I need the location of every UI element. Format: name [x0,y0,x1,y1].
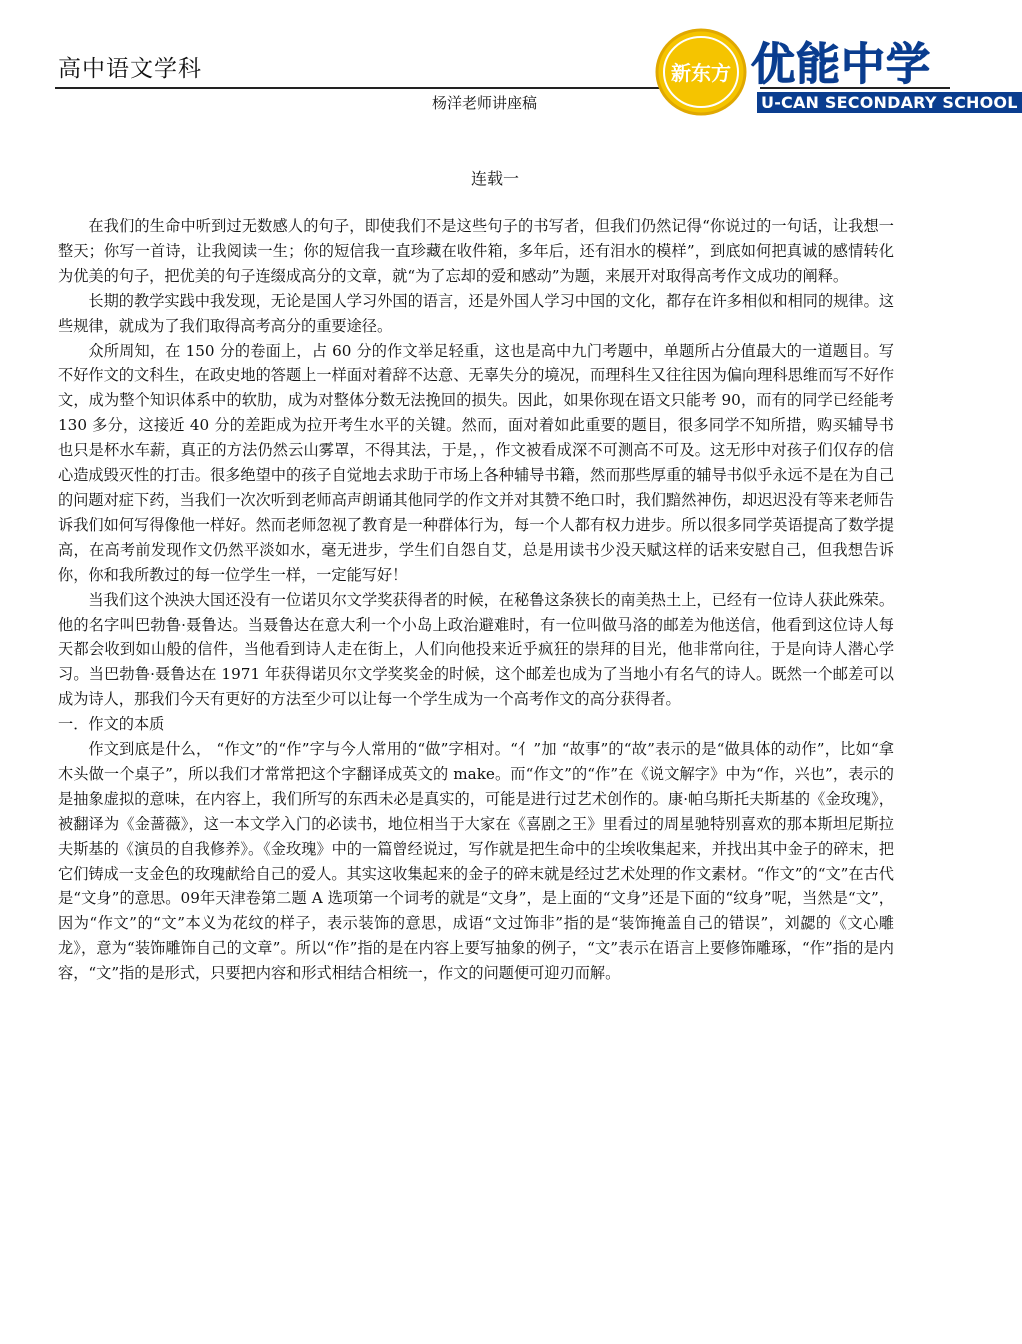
subject-title: 高中语文学科 [58,56,202,82]
logo-chinese-name: 优能中学 [751,39,931,90]
lecture-subtitle: 杨洋老师讲座稿 [432,94,538,112]
logo-english-name: U-CAN SECONDARY SCHOOL [757,92,1022,113]
section-heading: 一．作文的本质 [58,715,165,734]
ucan-logo [655,26,1018,124]
paragraph: 当我们这个泱泱大国还没有一位诺贝尔文学奖获得者的时候，在秘鲁这条狭长的南美热土上，已经有一位诗人获此殊荣。他的名字叫巴勃鲁·聂鲁达。当聂鲁达在意大利一个小岛上政治避难时，有一位叫做马洛的邮差为他送信，他看到这位诗人每天都会收到如山般的信件，当他看到诗人走在街上，人们向他投来近乎疯狂的崇拜的目光，他非常向往，于是向诗人潜心学习。当巴勃鲁·聂鲁达在 1971 年获得诺贝尔文学奖奖金的时候，这个邮差也成为了当地小有名气的诗人。既然一个邮差可以成为诗人，那我们今天有更好的方法至少可以让每一个学生成为一个高考作文的高分获得者。 [58,590,894,709]
new-oriental-badge-icon [655,26,755,124]
paragraph: 在我们的生命中听到过无数感人的句子，即使我们不是这些句子的书写者，但我们仍然记得“你说过的一句话，让我想一整天；你写一首诗，让我阅读一生；你的短信我一直珍藏在收件箱，多年后，还有泪水的模样”，到底如何把真诚的感情转化为优美的句子，把优美的句子连缀成高分的文章，就“为了忘却的爱和感动”为题，来展开对取得高考作文成功的阐释。 [58,217,894,285]
paragraph: 作文到底是什么， “作文”的“作”字与今人常用的“做”字相对。“亻”加 “故事”的“故”表示的是“做具体的动作”，比如“拿木头做一个桌子”，所以我们才常常把这个字翻译成英文的 make。而“作文”的“作”在《说文解字》中为“作，兴也”，表示的是抽象虚拟的意味，在内容上，我们所写的东西未必是真实的，可能是进行过艺术创作的。康·帕乌斯托夫斯基的《金玫瑰》，被翻译为《金蔷薇》，这一本文学入门的必读书，地位相当于大家在《喜剧之王》里看过的周星驰特别喜欢的那本斯坦尼斯拉夫斯基的《演员的自我修养》。《金玫瑰》中的一篇曾经说过，写作就是把生命中的尘埃收集起来，并找出其中金子的碎末，把它们铸成一支金色的玫瑰献给自己的爱人。其实这收集起来的金子的碎末就是经过艺术处理的作文素材。“作文”的“文”在古代是“文身”的意思。09年天津卷第二题 A 选项第一个词考的就是“文身”，是上面的“文身”还是下面的“纹身”呢，当然是“文”，因为“作文”的“文”本义为花纹的样子，表示装饰的意思，成语“文过饰非”指的是“装饰掩盖自己的错误”，刘勰的《文心雕龙》，意为“装饰雕饰自己的文章”。所以“作”指的是在内容上要写抽象的例子，“文”表示在语言上要修饰雕琢，“作”指的是内容，“文”指的是形式，只要把内容和形式相结合相统一，作文的问题便可迎刃而解。 [58,740,894,983]
paragraph: 众所周知，在 150 分的卷面上，占 60 分的作文举足轻重，这也是高中九门考题中，单题所占分值最大的一道题目。写不好作文的文科生，在政史地的答题上一样面对着辞不达意、无辜失分的境况，而理科生又往往因为偏向理科思维而写不好作文，成为整个知识体系中的软肋，成为对整体分数无法挽回的损失。因此，如果你现在语文只能考 90，而有的同学已经能考 130 多分，这接近 40 分的差距成为拉开考生水平的关键。然而，面对着如此重要的题目，很多同学不知所措，购买辅导书也只是杯水车薪，真正的方法仍然云山雾罩，不得其法，于是，，作文被看成深不可测高不可及。这无形中对孩子们仅存的信心造成毁灭性的打击。很多绝望中的孩子自觉地去求助于市场上各种辅导书籍，然而那些厚重的辅导书似乎永远不是在为自己的问题对症下药，当我们一次次听到老师高声朗诵其他同学的作文并对其赞不绝口时，我们黯然神伤，却迟迟没有等来老师告诉我们如何写得像他一样好。然而老师忽视了教育是一种群体行为，每一个人都有权力进步。所以很多同学英语提高了数学提高，在高考前发现作文仍然平淡如水，毫无进步，学生们自怨自艾，总是用读书少没天赋这样的话来安慰自己，但我想告诉你，你和我所教过的每一位学生一样，一定能写好！ [58,341,894,584]
header-divider [55,87,665,89]
logo-badge-text: 新东方 [671,61,731,85]
paragraph: 长期的教学实践中我发现，无论是国人学习外国的语言，还是外国人学习中国的文化，都存在许多相似和相同的规律。这些规律，就成为了我们取得高考高分的重要途径。 [58,291,894,335]
article-body [58,214,894,986]
serial-title: 连载一 [470,169,519,188]
